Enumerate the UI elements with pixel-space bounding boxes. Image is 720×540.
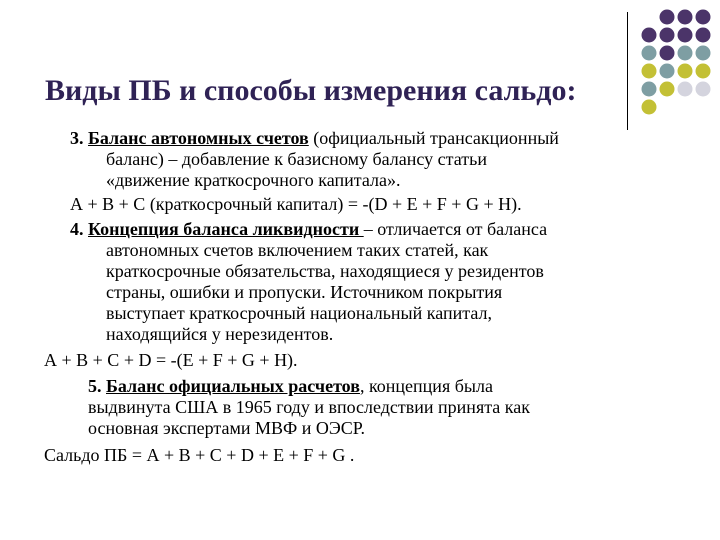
decorative-dot	[696, 28, 711, 43]
item3-line3: «движение краткосрочного капитала».	[106, 170, 401, 190]
decorative-dot	[678, 10, 693, 25]
item4-line3: краткосрочные обязательства, находящиеся у резидентов	[106, 261, 544, 281]
decorative-dot	[660, 28, 675, 43]
item5-term: Баланс официальных расчетов	[106, 376, 360, 396]
decorative-dot	[696, 10, 711, 25]
item3-num: 3.	[70, 128, 88, 148]
item4-term: Концепция баланса ликвидности	[88, 219, 364, 239]
decorative-dot	[660, 46, 675, 61]
decorative-dot	[660, 64, 675, 79]
item3-term: Баланс автономных счетов	[88, 128, 309, 148]
decorative-dot	[642, 28, 657, 43]
item4-line5: выступает краткосрочный национальный капитал,	[106, 303, 492, 323]
decorative-dot-grid	[640, 8, 718, 118]
item4-line4: страны, ошибки и пропуски. Источником покрытия	[106, 282, 503, 302]
decorative-dot	[642, 100, 657, 115]
item3-rest: (официальный трансакционный	[308, 128, 559, 148]
item4-line2: автономных счетов включением таких статей, как	[106, 240, 489, 260]
decorative-dot	[642, 82, 657, 97]
decorative-dot	[678, 46, 693, 61]
item4-rest: – отличается от баланса	[363, 219, 548, 239]
formula3: А + В + С (краткосрочный капитал) = -(D + E + F + G + H).	[70, 194, 522, 214]
item4-line6: находящийся у нерезидентов.	[106, 324, 334, 344]
decorative-dot	[696, 46, 711, 61]
decorative-dot	[696, 82, 711, 97]
item3-line2: баланс) – добавление к базисному балансу статьи	[106, 149, 487, 169]
decorative-dot	[642, 46, 657, 61]
decorative-dot	[642, 64, 657, 79]
divider-line	[627, 12, 628, 130]
item4-line1	[70, 219, 547, 240]
item4-num: 4.	[70, 219, 88, 239]
item5-num: 5.	[88, 376, 106, 396]
slide-title: Виды ПБ и способы измерения сальдо:	[45, 74, 577, 107]
formula4: А + В + С + D = -(E + F + G + H).	[44, 350, 298, 370]
item5-line3: основная экспертами МВФ и ОЭСР.	[88, 418, 365, 438]
item5-line2: выдвинута США в 1965 году и впоследствии принята как	[88, 397, 531, 417]
item5-rest: , концепция была	[359, 376, 493, 396]
decorative-dot	[660, 82, 675, 97]
decorative-dot	[678, 82, 693, 97]
decorative-dot	[678, 28, 693, 43]
decorative-dot	[696, 64, 711, 79]
item5-line1	[88, 376, 493, 397]
item3-line1	[70, 128, 559, 149]
decorative-dot	[678, 64, 693, 79]
decorative-dot	[660, 10, 675, 25]
formula5: Сальдо ПБ = А + В + С + D + E + F + G .	[44, 445, 355, 465]
